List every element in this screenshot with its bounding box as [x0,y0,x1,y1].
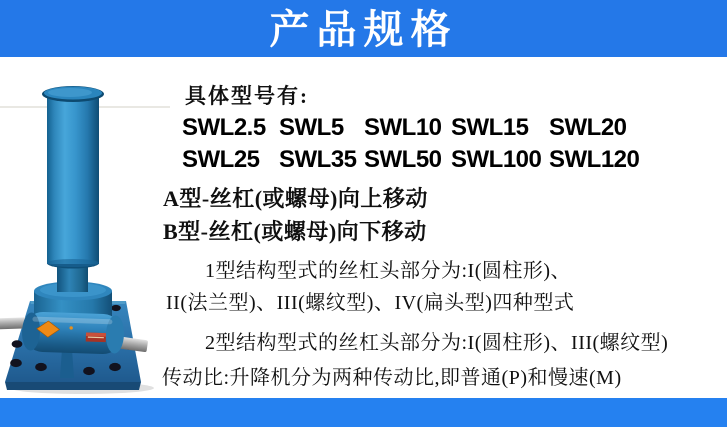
type-b-description: B型-丝杠(或螺母)向下移动 [163,219,427,244]
model-row-2 [0,146,727,172]
structure-type-1-line-2: II(法兰型)、III(螺纹型)、IV(扁头型)四种型式 [166,292,575,314]
structure-type-2-line: 2型结构型式的丝杠头部分为:I(圆柱形)、III(螺纹型) [205,332,669,354]
model-swl120: SWL120 [549,146,640,173]
product-photo [0,57,170,398]
model-swl15: SWL15 [451,114,529,141]
model-row-1 [0,114,727,140]
model-swl10: SWL10 [364,114,442,141]
model-swl5: SWL5 [279,114,344,141]
transmission-ratio-line: 传动比:升降机分为两种传动比,即普通(P)和慢速(M) [162,367,622,389]
model-swl100: SWL100 [451,146,542,173]
model-swl25: SWL25 [182,146,260,173]
models-intro: 具体型号有: [185,84,309,108]
screw-jack-illustration [0,57,170,398]
model-swl2-5: SWL2.5 [182,114,266,141]
support-rib [60,349,74,378]
nameplate-label [86,332,106,342]
type-a-description: A型-丝杠(或螺母)向上移动 [163,186,428,211]
page-title: 产品规格 [269,6,458,52]
model-swl50: SWL50 [364,146,442,173]
header-banner [0,0,727,57]
footer-banner [0,398,727,427]
model-swl35: SWL35 [279,146,357,173]
structure-type-1-line-1: 1型结构型式的丝杠头部分为:I(圆柱形)、 [205,260,572,282]
model-swl20: SWL20 [549,114,627,141]
